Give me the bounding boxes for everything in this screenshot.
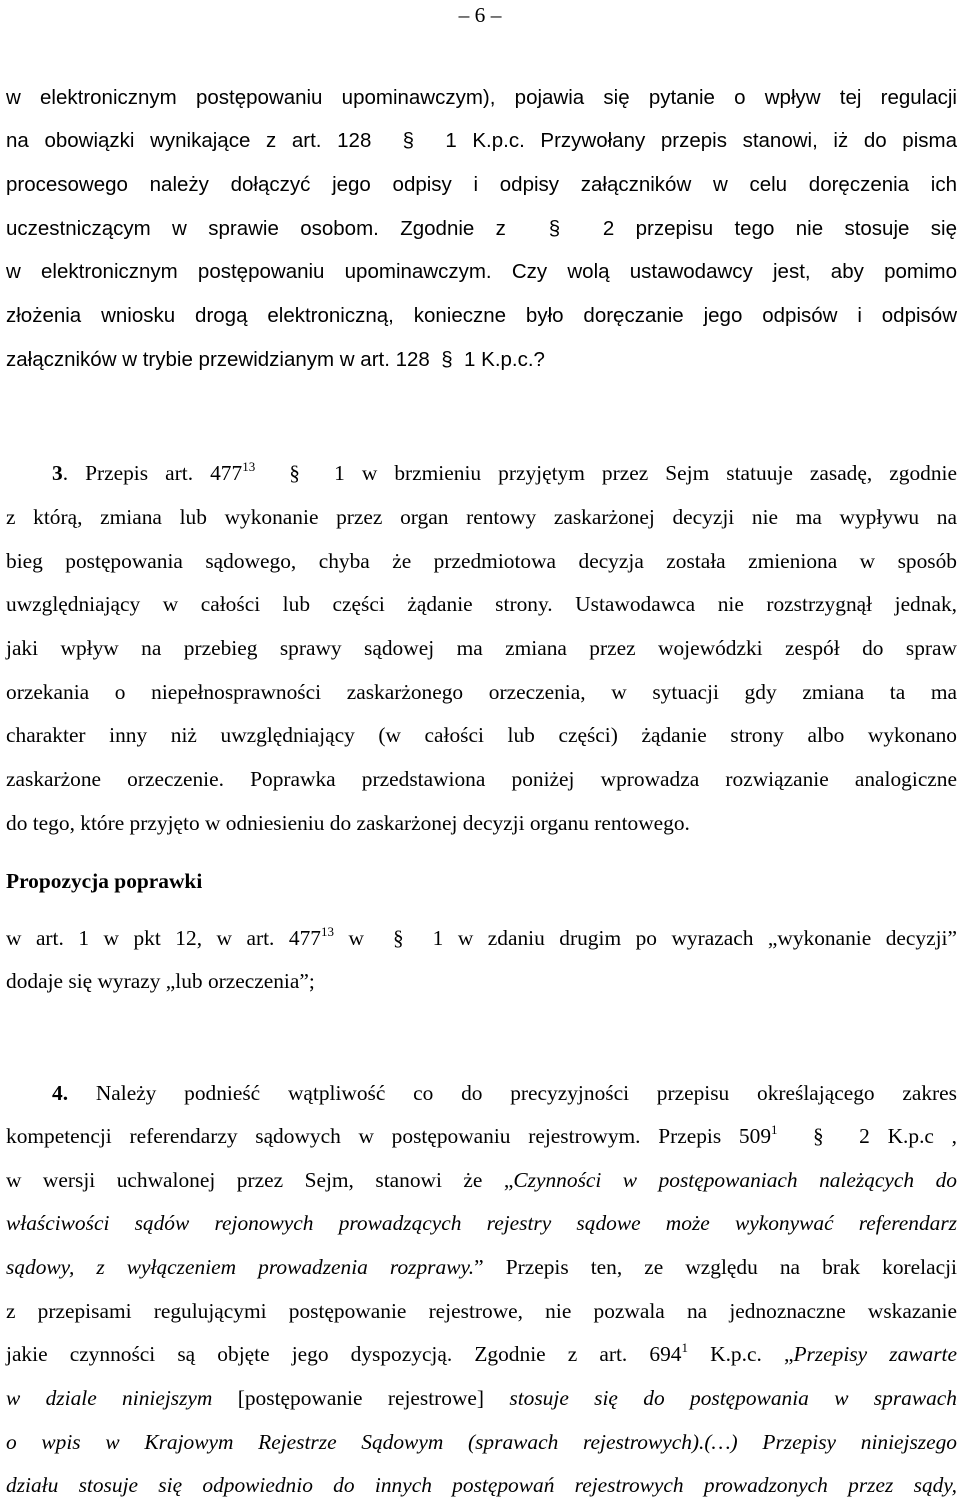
paragraph-4-line-6: z przepisami regulującymi postępowanie rejestrowe, nie pozwala na jednoznaczne wskazanie: [6, 1299, 957, 1323]
paragraph-3-line-6: orzekania o niepełnosprawności zaskarżonego orzeczenia, w sytuacji gdy zmiana ta ma: [6, 680, 957, 704]
paragraph-1-line-7: załączników w trybie przewidzianym w art. 128 § 1 K.p.c.?: [6, 348, 545, 371]
paragraph-number: 4.: [52, 1081, 69, 1105]
paragraph-3-line-5: jaki wpływ na przebieg sprawy sądowej ma zmiana przez wojewódzki zespół do spraw: [6, 636, 957, 660]
paragraph-4-line-5: sądowy, z wyłączeniem prowadzenia rozprawy.” Przepis ten, ze względu na brak korelacji: [6, 1255, 957, 1279]
paragraph-1-line-2: na obowiązki wynikające z art. 128 § 1 K.p.c. Przywołany przepis stanowi, iż do pisma: [6, 129, 957, 152]
paragraph-1-line-4: uczestniczącym w sprawie osobom. Zgodnie z § 2 przepisu tego nie stosuje się: [6, 217, 957, 240]
paragraph-3-line-9: do tego, które przyjęto w odniesieniu do zaskarżonej decyzji organu rentowego.: [6, 811, 690, 835]
paragraph-1-line-1: w elektronicznym postępowaniu upominawczym), pojawia się pytanie o wpływ tej regulacji: [6, 86, 957, 109]
paragraph-3-line-2: z którą, zmiana lub wykonanie przez organ rentowy zaskarżonej decyzji nie ma wypływu na: [6, 505, 957, 529]
paragraph-1-line-6: złożenia wniosku drogą elektroniczną, konieczne było doręczanie jego odpisów i odpisów: [6, 304, 957, 327]
paragraph-3-line-3: bieg postępowania sądowego, chyba że przedmiotowa decyzja została zmieniona w sposób: [6, 549, 957, 573]
paragraph-4-line-10: działu stosuje się odpowiednio do innych postępowań rejestrowych prowadzonych przez sądy,: [6, 1473, 957, 1497]
paragraph-4-line-1: 4. Należy podnieść wątpliwość co do precyzyjności przepisu określającego zakres: [52, 1081, 957, 1105]
paragraph-4-line-7: jakie czynności są objęte jego dyspozycją. Zgodnie z art. $694^1$ K.p.c. „Przepisy zawarte: [6, 1340, 957, 1366]
paragraph-3-line-1: 3. Przepis art. $477^{13}$ § 1 w brzmieniu przyjętym przez Sejm statuuje zasadę, zgodnie: [52, 459, 957, 485]
paragraph-3-line-8: zaskarżone orzeczenie. Poprawka przedstawiona poniżej wprowadza rozwiązanie analogiczne: [6, 767, 957, 791]
proposal-line-2: dodaje się wyrazy „lub orzeczenia”;: [6, 969, 315, 993]
paragraph-4-line-3: w wersji uchwalonej przez Sejm, stanowi że „Czynności w postępowaniach należących do: [6, 1168, 957, 1192]
paragraph-1-line-5: w elektronicznym postępowaniu upominawczym. Czy wolą ustawodawcy jest, aby pomimo: [6, 260, 957, 283]
paragraph-4-line-8: w dziale niniejszym [postępowanie rejestrowe] stosuje się do postępowania w sprawach: [6, 1386, 957, 1410]
paragraph-3-line-7: charakter inny niż uwzględniający (w całości lub części) żądanie strony albo wykonano: [6, 723, 957, 747]
proposal-heading: Propozycja poprawki: [6, 869, 203, 893]
paragraph-4-line-4: właściwości sądów rejonowych prowadzących rejestry sądowe może wykonywać referendarz: [6, 1211, 957, 1235]
paragraph-3-line-4: uwzględniający w całości lub części żądanie strony. Ustawodawca nie rozstrzygnął jednak,: [6, 592, 957, 616]
page-number: – 6 –: [458, 3, 502, 27]
paragraph-1-line-3: procesowego należy dołączyć jego odpisy i odpisy załączników w celu doręczenia ich: [6, 173, 957, 196]
paragraph-4-line-2: kompetencji referendarzy sądowych w postępowaniu rejestrowym. Przepis $509^1$ § 2 K.p.c ,: [6, 1122, 957, 1148]
paragraph-number: 3: [52, 461, 63, 485]
paragraph-4-line-9: o wpis w Krajowym Rejestrze Sądowym (sprawach rejestrowych).(…) Przepisy niniejszego: [6, 1430, 957, 1454]
proposal-line-1: w art. 1 w pkt 12, w art. $477^{13}$ w § 1 w zdaniu drugim po wyrazach „wykonanie decyzji”: [6, 924, 957, 950]
